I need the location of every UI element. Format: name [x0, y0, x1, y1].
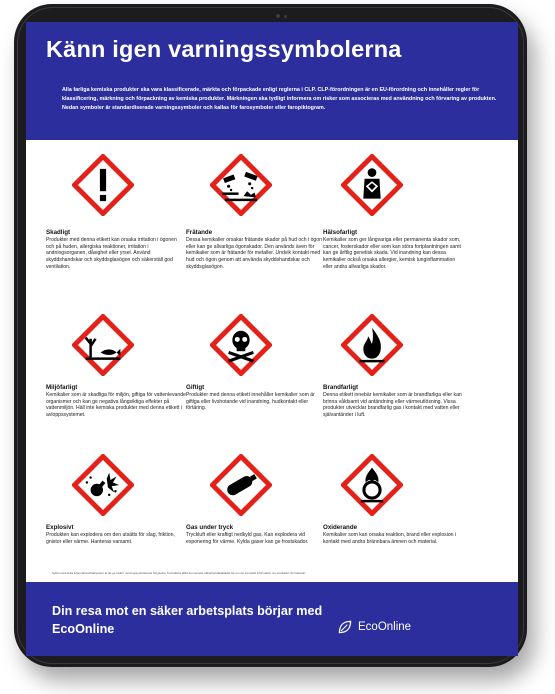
- tablet-screen[interactable]: [26, 22, 518, 656]
- symbol-card-giftigt: [186, 384, 326, 412]
- exploding-bomb-pictogram-icon: [72, 454, 134, 516]
- symbol-card-brandfarligt: [323, 384, 463, 419]
- ecoonline-logo[interactable]: [337, 619, 411, 635]
- camera-icon: [276, 14, 280, 18]
- poster-header: [26, 22, 518, 140]
- symbol-card-fratande: [186, 229, 326, 271]
- flame-pictogram-icon: [341, 314, 403, 376]
- symbol-description: Produkten kan explodera om den utsätts för slag, friktion, gnistor eller värme. Hanteras varsamt.: [46, 532, 175, 545]
- symbol-description: Kemikalier som är skadliga för miljön, giftiga för vattenlevande organismer och kan ge negativa långsiktiga effekter på vattenmiljön. Häll inte kemiska produkter med denna etikett i avloppssystemet.: [46, 392, 186, 419]
- symbol-description: Kemikalier som ger långvariga eller permanenta skador som, cancer, fosterskador eller som kan störa fortplantningen samt kan ge årftlig genetisk skada. Vid inandning kan dessa kemikalier också orsaka allergier, kemisk lunginflammation eller andra allvarliga skador.: [323, 237, 461, 270]
- ecoonline-leaf-icon: [337, 619, 353, 635]
- symbol-description: Produkter med denna etikett innehåller kemikalier som är giftiga eller livshotande vid inandning, hudkontakt eller förtäring.: [186, 392, 315, 412]
- symbol-title: Skadligt: [46, 229, 71, 236]
- symbol-title: Frätande: [186, 229, 213, 236]
- footer-tagline: Din resa mot en säker arbetsplats börjar med EcoOnline: [52, 604, 323, 636]
- gas-cylinder-pictogram-icon: [210, 454, 272, 516]
- symbol-description: Produkter med denna etikett kan orsaka irritation i ögonen och på huden, allergiska reaktioner, irritation i andningsorganen, dåsighet eller yrsel. Använd skyddshandskar och skyddsglasögon och säkerställ god ventilation.: [46, 237, 177, 270]
- poster-footer: [26, 582, 518, 656]
- symbol-title: Miljöfarligt: [46, 384, 78, 391]
- brand-name: EcoOnline: [358, 621, 412, 633]
- symbol-title: Brandfarligt: [323, 384, 359, 391]
- environment-pictogram-icon: [72, 314, 134, 376]
- page-title: Känn igen varningssymbolerna: [46, 36, 402, 62]
- symbol-title: Explosivt: [46, 524, 74, 531]
- skull-crossbones-pictogram-icon: [210, 314, 272, 376]
- symbol-description: Kemikalier som kan orsaka reaktion, brand eller explosion i kontakt med andra brännbara ämnen och material.: [323, 532, 457, 545]
- symbol-description: Dessa kemikalier orsakar frätande skador på hud och i ögon eller kan ge allvarliga ögonskador. Den används även för kemikalier som är frätande för metaller. Undvik kontakt med hud och ögon genom att använda skyddshandskar och skyddsglasögon.: [186, 237, 322, 270]
- intro-text: Alla farliga kemiska produkter ska vara klassificerade, märkta och förpackade enligt reglerna i CLP. CLP-förordningen är en EU-förordning och innehåller regler för klassificering, märkning och förpackning av kemiska produkter. Märkningen ska tydligt informera om risker som associeras med användning och förvaring av produkten. Nedan symboler är standardiserade varningssymboler och kallas för farosymboler eller faropiktogram.: [62, 87, 497, 111]
- symbol-card-skadligt: [46, 229, 186, 271]
- health-hazard-pictogram-icon: [341, 154, 403, 216]
- symbol-title: Oxiderande: [323, 524, 358, 531]
- symbol-card-oxiderande: [323, 524, 463, 545]
- symbol-title: Hälsofarligt: [323, 229, 358, 236]
- symbol-description: Tryckluft eller kraftigt nedkyld gas. Kan explodera vid exponering för värme. Kylda gaser kan ge frostskador.: [186, 532, 309, 545]
- symbol-card-miljofarligt: [46, 384, 186, 419]
- symbol-title: Giftigt: [186, 384, 205, 391]
- corrosion-pictogram-icon: [210, 154, 272, 216]
- flame-over-circle-pictogram-icon: [341, 454, 403, 516]
- exclamation-mark-pictogram-icon: [72, 154, 134, 216]
- symbol-card-halsofarligt: [323, 229, 463, 271]
- sensor-icon: [284, 15, 287, 18]
- symbol-title: Gas under tryck: [186, 524, 234, 531]
- footnote: Syftet med detta informationsblad/poster är att ge insikt i varningssymbolernas betydelse. Kontrollera alltid det senaste säkerhetsdatabladet för en mer komplett information om produkten du hanterar.: [52, 571, 306, 575]
- symbol-description: Denna etikett innebär kemikalier som är brandfarliga eller kan brinna våldsamt vid antändning eller värmeutlösning. Vissa produkter utvecklar brandfarlig gas i kontakt med vatten eller självantänder i luft.: [323, 392, 462, 419]
- symbol-card-gas-under-tryck: [186, 524, 326, 545]
- symbol-card-explosivt: [46, 524, 186, 545]
